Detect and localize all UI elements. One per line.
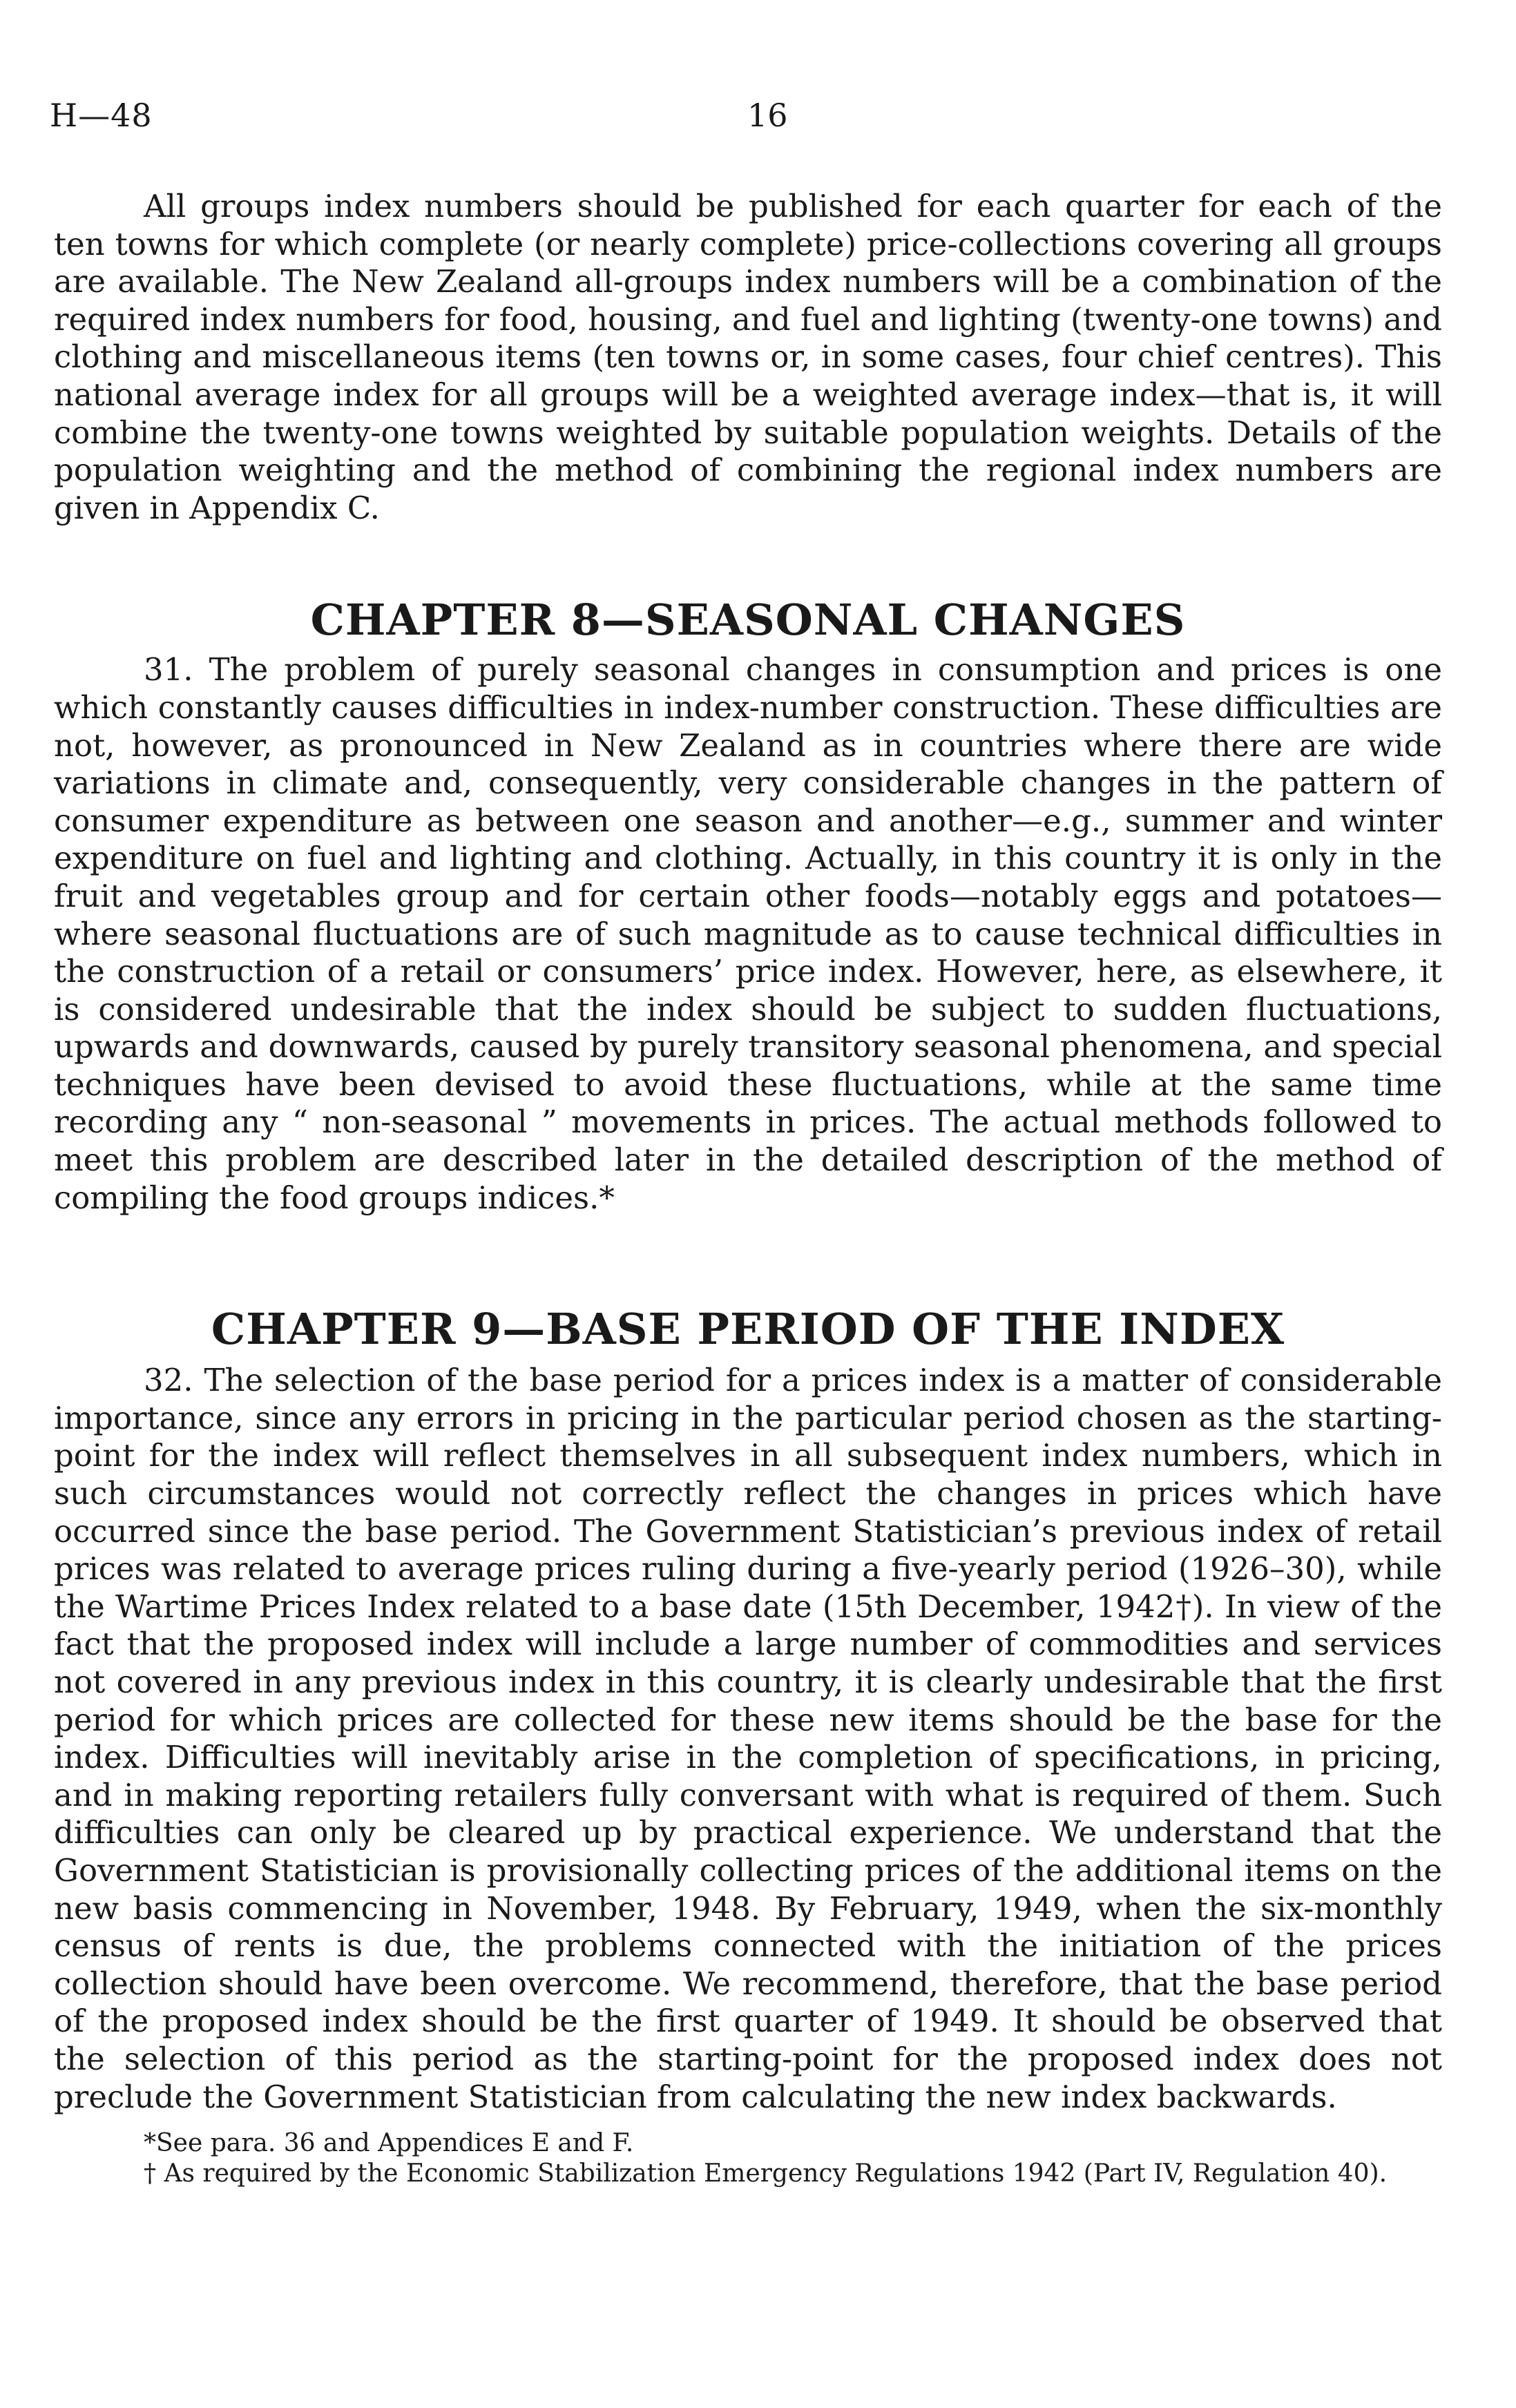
page-header bbox=[50, 97, 1466, 138]
paragraph-31 bbox=[54, 651, 1442, 1217]
intro-paragraph: All groups index numbers should be published for each quarter for each of the ten towns for which complete (or nearly complete) price-collections covering all groups are available. The New Zealand all-groups index numbers will be a combination of the required index numbers for food, housing, and fuel and lighting (twenty-one towns) and clothing and miscellaneous items (ten towns or, in some cases, four chief centres). This national average index for all groups will be a weighted average index—that is, it will combine the twenty-one towns weighted by suitable population weights. Details of the population weighting and the method of combining the regional index numbers are given in Appendix C. bbox=[54, 188, 1442, 526]
page-number: 16 bbox=[747, 97, 788, 134]
chapter-9-heading: CHAPTER 9—BASE PERIOD OF THE INDEX bbox=[211, 1304, 1285, 1355]
paragraph-text: The problem of purely seasonal changes in consumption and prices is one which constantly causes difficulties in index-number construction. These difficulties are not, however, as pronounced in New Zealand as in countries where there are wide variations in climate and, consequently, very considerable changes in the pattern of consumer expenditure as between one season and another—e.g., summer and winter expenditure on fuel and lighting and clothing. Actually, in this country it is only in the fruit and vegetables group and for certain other foods—notably eggs and potatoes—where seasonal fluctuations are of such magnitude as to cause technical difficulties in the construction of a retail or consumers’ price index. However, here, as elsewhere, it is considered undesirable that the index should be subject to sudden fluctuations, upwards and downwards, caused by purely transitory seasonal phenomena, and special techniques have been devised to avoid these fluctuations, while at the same time recording any “ non-seasonal ” movements in prices. The actual methods followed to meet this problem are described later in the detailed description of the method of compiling the food groups indices.* bbox=[54, 651, 1442, 1216]
page-body bbox=[54, 188, 1442, 2189]
paragraph-number: 31. bbox=[144, 651, 193, 688]
footnotes bbox=[54, 2128, 1442, 2189]
paragraph-number: 32. bbox=[144, 1362, 193, 1399]
document-reference: H—48 bbox=[50, 97, 153, 134]
footnote-dagger: † As required by the Economic Stabilization Emergency Regulations 1942 (Part IV, Regulation 40). bbox=[144, 2159, 1388, 2188]
chapter-8-heading: CHAPTER 8—SEASONAL CHANGES bbox=[310, 595, 1186, 646]
paragraph-32 bbox=[54, 1362, 1442, 2116]
footnote-asterisk: *See para. 36 and Appendices E and F. bbox=[144, 2129, 634, 2158]
paragraph-text: The selection of the base period for a prices index is a matter of considerable importance, since any errors in pricing in the particular period chosen as the starting-point for the index will reflect themselves in all subsequent index numbers, which in such circumstances would not correctly reflect the changes in prices which have occurred since the base period. The Government Statistician’s previous index of retail prices was related to average prices ruling during a five-yearly period (1926–30), while the Wartime Prices Index related to a base date (15th December, 1942†). In view of the fact that the proposed index will include a large number of commodities and services not covered in any previous index in this country, it is clearly undesirable that the first period for which prices are collected for these new items should be the base for the index. Difficulties will inevitably arise in the completion of specifications, in pricing, and in making reporting retailers fully conversant with what is required of them. Such difficulties can only be cleared up by practical experience. We understand that the Government Statistician is provisionally collecting prices of the additional items on the new basis commencing in November, 1948. By February, 1949, when the six-monthly census of rents is due, the problems connected with the initiation of the prices collection should have been overcome. We recommend, therefore, that the base period of the proposed index should be the first quarter of 1949. It should be observed that the selection of this period as the starting-point for the proposed index does not preclude the Government Statistician from calculating the new index backwards. bbox=[54, 1362, 1442, 2115]
